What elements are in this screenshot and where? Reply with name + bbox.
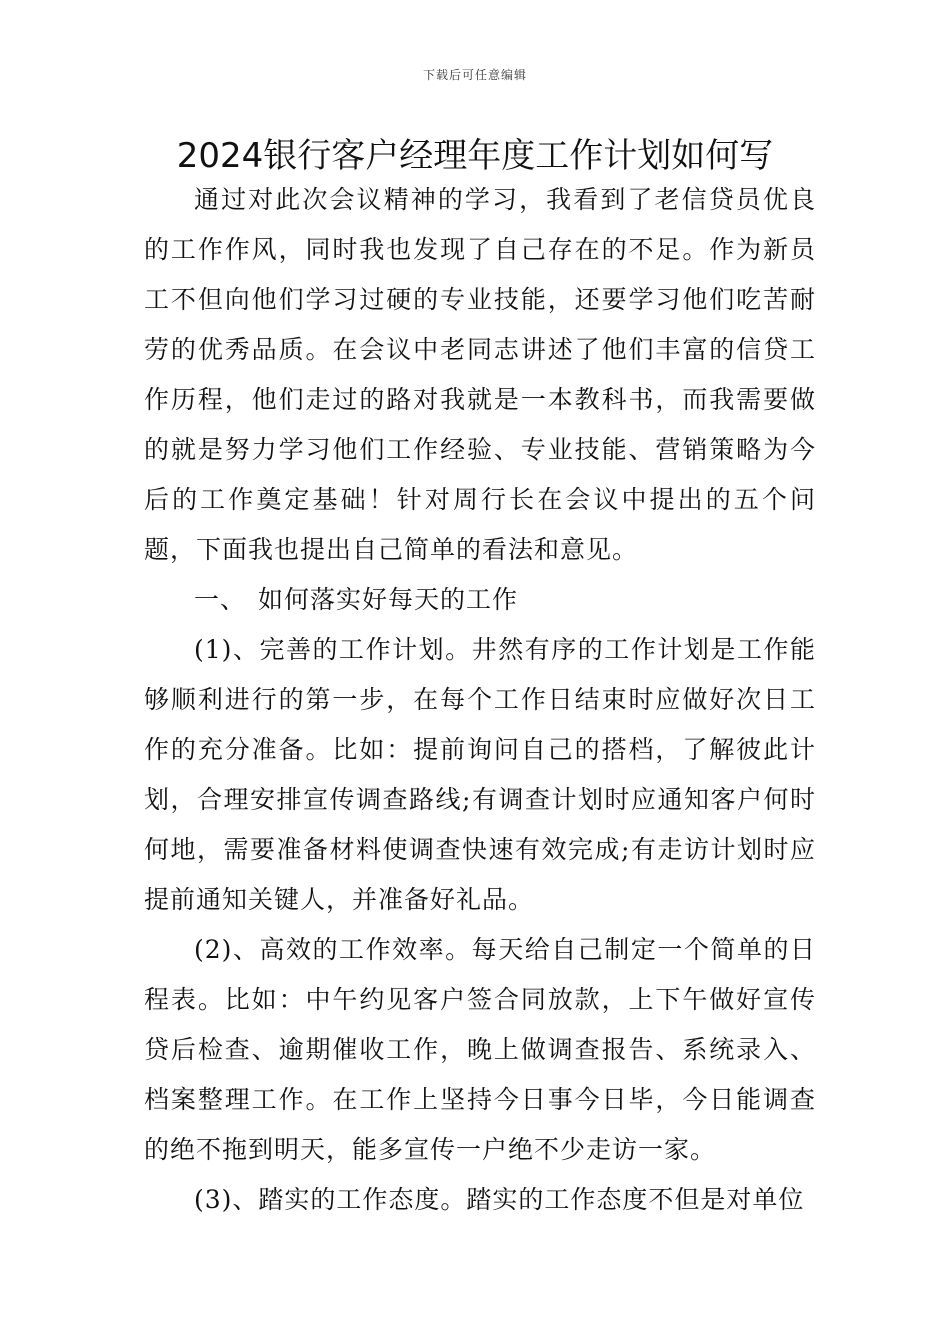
item-paragraph-3: (3)、踏实的工作态度。踏实的工作态度不但是对单位 bbox=[194, 1185, 805, 1214]
section-number: 一、 bbox=[194, 585, 247, 614]
intro-paragraph: 通过对此次会议精神的学习，我看到了老信贷员优良的工作作风，同时我也发现了自己存在的不足。作为新员工不但向他们学习过硬的专业技能，还要学习他们吃苦耐劳的优秀品质。在会议中老同志讲述了他们丰富的信贷工作历程，他们走过的路对我就是一本教科书，而我需要做的就是努力学习他们工作经验、专业技能、营销策略为今后的工作奠定基础！针对周行长在会议中提出的五个问题，下面我也提出自己简单的看法和意见。 bbox=[144, 185, 816, 564]
section-heading bbox=[144, 575, 816, 625]
item-paragraph-1: (1)、完善的工作计划。井然有序的工作计划是工作能够顺利进行的第一步，在每个工作日结束时应做好次日工作的充分准备。比如：提前询问自己的搭档，了解彼此计划，合理安排宣传调查路线;有调查计划时应通知客户何时何地，需要准备材料使调查快速有效完成;有走访计划时应提前通知关键人，并准备好礼品。 bbox=[144, 635, 816, 914]
document-title: 2024银行客户经理年度工作计划如何写 bbox=[176, 136, 774, 176]
header-note: 下载后可任意编辑 bbox=[422, 68, 527, 82]
document-body bbox=[144, 175, 816, 1225]
section-title: 如何落实好每天的工作 bbox=[258, 585, 519, 614]
item-paragraph-2: (2)、高效的工作效率。每天给自己制定一个简单的日程表。比如：中午约见客户签合同放款，上下午做好宣传贷后检查、逾期催收工作，晚上做调查报告、系统录入、档案整理工作。在工作上坚持今日事今日毕，今日能调查的绝不拖到明天，能多宣传一户绝不少走访一家。 bbox=[144, 935, 816, 1164]
